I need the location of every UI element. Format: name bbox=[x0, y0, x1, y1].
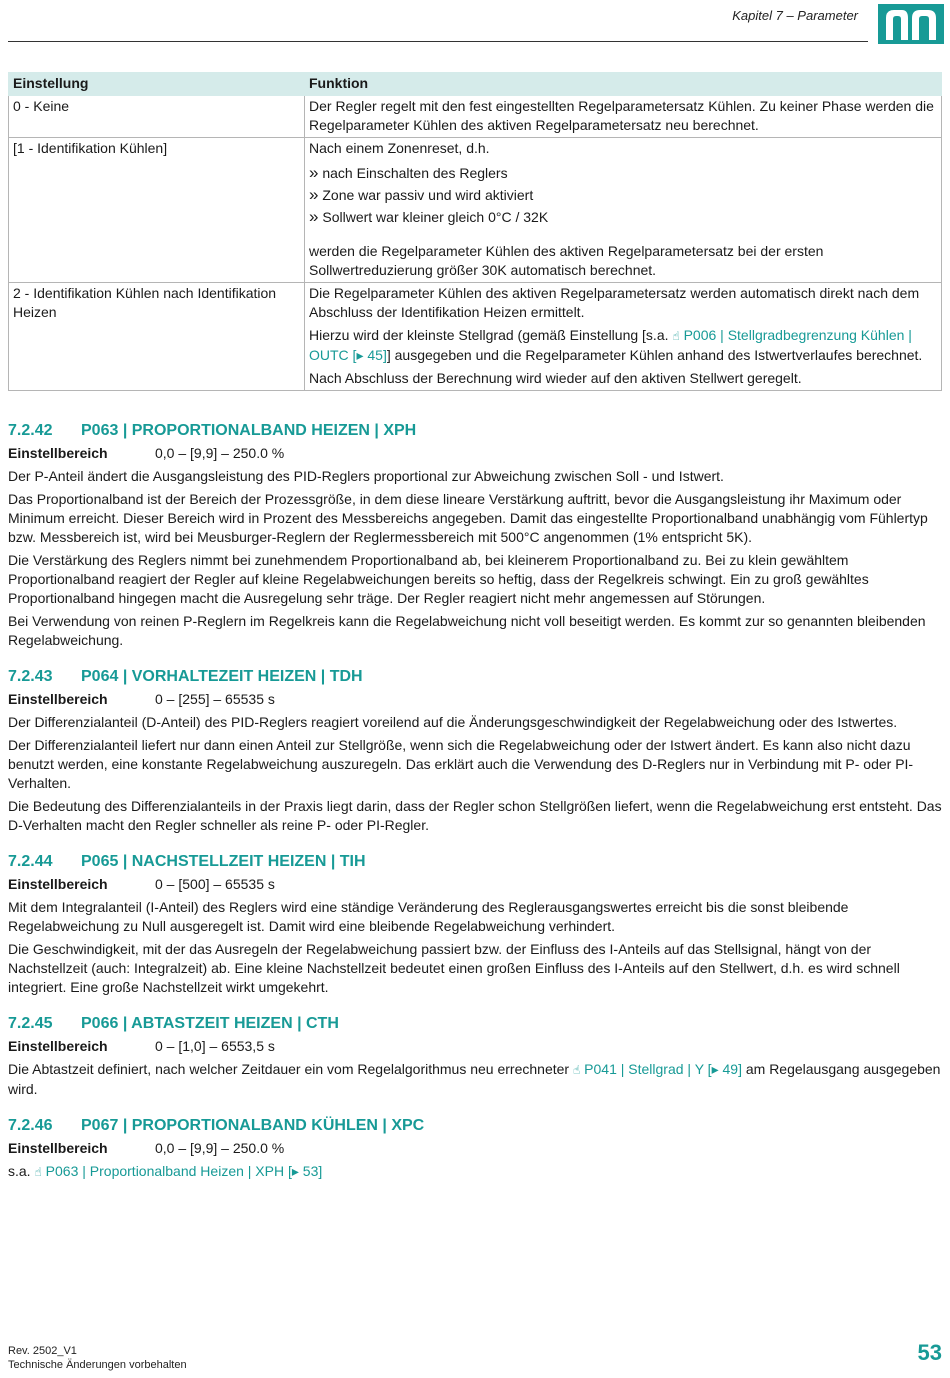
table-row bbox=[9, 96, 942, 138]
bullet-item: » nach Einschalten des Reglers bbox=[309, 163, 508, 182]
paragraph: Der P-Anteil ändert die Ausgangsleistung des PID-Reglers proportional zur Abweichung zwischen Soll - und Istwert. bbox=[8, 468, 724, 484]
section-heading: 7.2.43 P064 | VORHALTEZEIT HEIZEN | TDH bbox=[8, 668, 363, 685]
cross-reference-link[interactable]: ☝ P006 | Stellgradbegrenzung Kühlen | OUTC [▸ 45] bbox=[309, 327, 912, 363]
header-divider bbox=[8, 41, 868, 42]
paragraph: Der Differenzialanteil (D-Anteil) des PID-Reglers reagiert voreilend auf die Änderungsgeschwindigkeit der Regelabweichung oder des Istwertes. bbox=[8, 714, 898, 730]
setting-range: Einstellbereich 0 – [255] – 65535 s bbox=[8, 691, 275, 707]
paragraph: Bei Verwendung von reinen P-Reglern im Regelkreis kann die Regelabweichung nicht voll beseitigt werden. Es kommt zur so genannten bleibenden Regelabweichung. bbox=[8, 613, 926, 648]
bullet-marker: » bbox=[309, 207, 319, 226]
setting-cell: [1 - Identifikation Kühlen] bbox=[9, 138, 305, 283]
column-header-setting: Einstellung bbox=[9, 73, 305, 96]
disclaimer-text: Technische Änderungen vorbehalten bbox=[8, 1359, 187, 1371]
paragraph: Die Geschwindigkeit, mit der das Ausregeln der Regelabweichung passiert bzw. der Einfluss des I-Anteils auf das Stellsignal, hängt von der Nachstellzeit (auch: Integralzeit) ab. Eine kleine Nachstellzeit bedeutet einen großen Einfluss des I-Anteils auf den Stellwert, d.h. es wird schnell integriert. Eine große Nachstellzeit wirkt umgekehrt. bbox=[8, 941, 900, 995]
settings-table bbox=[8, 72, 942, 391]
pointing-hand-icon: ☝ bbox=[34, 1165, 42, 1179]
paragraph: Die Verstärkung des Reglers nimmt bei zunehmendem Proportionalband ab, bei kleinerem Proportionalband zu. Bei zu klein gewähltem Proportionalband reagiert der Regler auf kleine Regelabweichungen bereits so heftig, dass der Regelkreis schwingt. Ein zu groß gewähltes Proportionalband hingegen macht die Ausregelung sehr träge. Der Regler reagiert nicht mehr angemessen auf Störungen. bbox=[8, 552, 869, 606]
page-number: 53 bbox=[917, 1340, 942, 1365]
paragraph: Die Bedeutung des Differenzialanteils in der Praxis liegt darin, dass der Regler schon Stellgrößen liefert, wenn die Regelabweichung erst entsteht. Das D-Verhalten macht den Regler schneller als reine P- oder PI-Regler. bbox=[8, 798, 942, 833]
footer bbox=[8, 1344, 187, 1372]
play-arrow-icon: ▸ bbox=[356, 347, 364, 363]
table-row bbox=[9, 283, 942, 391]
section-heading: 7.2.45 P066 | ABTASTZEIT HEIZEN | CTH bbox=[8, 1015, 339, 1032]
pointing-hand-icon: ☝ bbox=[572, 1063, 581, 1077]
function-text: Der Regler regelt mit den fest eingestellten Regelparametersatz Kühlen. Zu keiner Phase werden die Regelparameter Kühlen des aktiven Regelparametersatz neu berechnet. bbox=[309, 98, 934, 133]
section-p067 bbox=[8, 1115, 942, 1182]
function-text: Hierzu wird der kleinste Stellgrad (gemäß Einstellung [s.a. ☝ P006 | Stellgradbegrenzung Kühlen | OUTC [▸ 45]] ausgegeben und die Regelparameter Kühlen anhand des Istwertverlaufes berechnet. bbox=[309, 327, 923, 363]
revision-label: Rev. 2502_V1 bbox=[8, 1345, 77, 1357]
function-cell bbox=[305, 96, 942, 138]
section-p065 bbox=[8, 851, 942, 997]
paragraph: Der Differenzialanteil liefert nur dann einen Anteil zur Stellgröße, wenn sich die Regelabweichung oder der Istwert ändert. Es kann also nicht dazu benutzt werden, eine konstante Regelabweichung auszuregeln. Das erklärt auch die Verwendung des D-Reglers nur in Verbindung mit P- oder PI-Verhalten. bbox=[8, 737, 914, 791]
play-arrow-icon: ▸ bbox=[711, 1061, 719, 1077]
pointing-hand-icon: ☝ bbox=[672, 329, 680, 343]
setting-cell: 2 - Identifikation Kühlen nach Identifikation Heizen bbox=[9, 283, 305, 391]
setting-cell: 0 - Keine bbox=[9, 96, 305, 138]
column-header-function: Funktion bbox=[305, 73, 942, 96]
section-heading: 7.2.42 P063 | PROPORTIONALBAND HEIZEN | XPH bbox=[8, 422, 417, 439]
setting-range: Einstellbereich 0,0 – [9,9] – 250.0 % bbox=[8, 1140, 285, 1156]
cross-reference-link[interactable]: ☝ P063 | Proportionalband Heizen | XPH [▸ 53] bbox=[34, 1163, 323, 1179]
setting-range: Einstellbereich 0,0 – [9,9] – 250.0 % bbox=[8, 445, 285, 461]
function-intro: Nach einem Zonenreset, d.h. bbox=[309, 140, 490, 156]
paragraph: Das Proportionalband ist der Bereich der Prozessgröße, in dem diese lineare Verstärkung auftritt, bevor die Ausgangsleistung ihr Maximum oder Minimum erreicht. Dieser Bereich wird in Prozent des Messbereichs angegeben. Damit das eingestellte Proportionalband unabhängig vom Fühlertyp bzw. Messbereich ist, wird bei Meusburger-Reglern der Reglermessbereich mit 500°C angenommen (1% entspricht 5K). bbox=[8, 491, 928, 545]
setting-range: Einstellbereich 0 – [500] – 65535 s bbox=[8, 876, 275, 892]
paragraph: s.a. ☝ P063 | Proportionalband Heizen | XPH [▸ 53] bbox=[8, 1163, 323, 1179]
section-heading: 7.2.46 P067 | PROPORTIONALBAND KÜHLEN | XPC bbox=[8, 1117, 425, 1134]
function-outro: werden die Regelparameter Kühlen des aktiven Regelparametersatz bei der ersten Sollwertreduzierung größer 30K automatisch berechnet. bbox=[309, 243, 824, 278]
setting-range: Einstellbereich 0 – [1,0] – 6553,5 s bbox=[8, 1038, 275, 1054]
paragraph: Die Abtastzeit definiert, nach welcher Zeitdauer ein vom Regelalgorithmus neu errechneter ☝ P041 | Stellgrad | Y [▸ 49] am Regelausgang ausgegeben wird. bbox=[8, 1061, 941, 1097]
bullet-item: » Sollwert war kleiner gleich 0°C / 32K bbox=[309, 207, 549, 226]
chapter-title: Kapitel 7 – Parameter bbox=[732, 8, 858, 23]
bullet-marker: » bbox=[309, 185, 319, 204]
paragraph: Mit dem Integralanteil (I-Anteil) des Reglers wird eine ständige Veränderung des Reglerausgangswertes erreicht bis die sonst bleibende Regelabweichung zu Null ausgeregelt ist. Damit wird eine bleibende Regelabweichung verhindert. bbox=[8, 899, 849, 934]
function-text: Nach Abschluss der Berechnung wird wieder auf den aktiven Stellwert geregelt. bbox=[309, 370, 802, 386]
section-heading: 7.2.44 P065 | NACHSTELLZEIT HEIZEN | TIH bbox=[8, 853, 366, 870]
meusburger-logo bbox=[878, 4, 944, 44]
bullet-marker: » bbox=[309, 163, 319, 182]
bullet-item: » Zone war passiv und wird aktiviert bbox=[309, 185, 534, 204]
function-cell bbox=[305, 283, 942, 391]
play-arrow-icon: ▸ bbox=[291, 1163, 299, 1179]
function-text: Die Regelparameter Kühlen des aktiven Regelparametersatz werden automatisch direkt nach dem Abschluss der Identifikation Heizen ermittelt. bbox=[309, 285, 920, 320]
cross-reference-link[interactable]: ☝ P041 | Stellgrad | Y [▸ 49] bbox=[572, 1061, 742, 1077]
section-p064 bbox=[8, 666, 942, 835]
section-p063 bbox=[8, 420, 942, 650]
section-p066 bbox=[8, 1013, 942, 1099]
table-row bbox=[9, 138, 942, 283]
parameter-sections bbox=[8, 420, 942, 1198]
function-cell bbox=[305, 138, 942, 283]
